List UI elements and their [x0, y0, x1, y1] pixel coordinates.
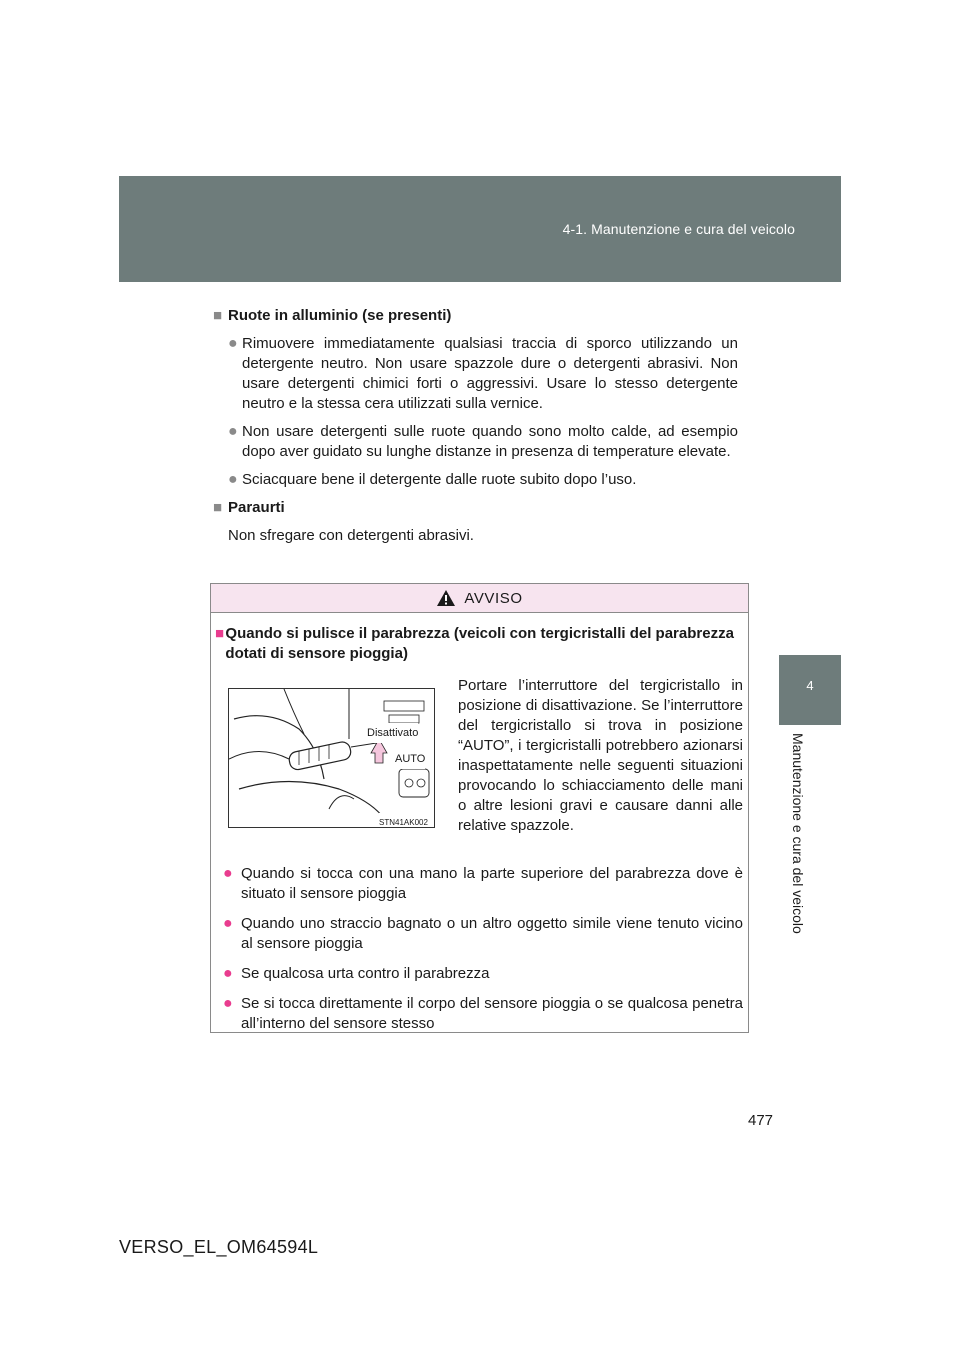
circle-bullet-icon: ● [223, 965, 233, 982]
warning-label: AVVISO [464, 589, 523, 607]
square-bullet-icon: ■ [215, 625, 225, 642]
warning-title: ■ Quando si pulisce il parabrezza (veicoli con tergicristalli del parabrezza dotati di sensore pioggia) [215, 625, 734, 662]
side-tab-label: Manutenzione e cura del veicolo [790, 733, 806, 934]
bumpers-text: Non sfregare con detergenti abrasivi. [228, 527, 474, 544]
warning-triangle-icon [436, 589, 456, 607]
warning-header [211, 584, 748, 613]
warning-body [215, 624, 743, 1034]
square-bullet-icon: ■ [213, 307, 223, 324]
section-heading-wheels: ■ Ruote in alluminio (se presenti) [213, 307, 452, 324]
list-item: ● Se si tocca direttamente il corpo del sensore pioggia o se qualcosa penetra all’interno del sensore stesso [215, 994, 743, 1034]
list-item: ● Se qualcosa urta contro il parabrezza [215, 964, 743, 984]
page-number: 477 [748, 1112, 774, 1129]
chapter-title: 4-1. Manutenzione e cura del veicolo [562, 221, 795, 237]
list-item: ● Rimuovere immediatamente qualsiasi traccia di sporco utilizzando un detergente neutro. Non usare spazzole dure o detergenti abrasivi. Non usare detergenti chimici forti o aggressivi. Usare lo stesso detergente neutro e la stessa cera utilizzati sulla vernice. [228, 335, 738, 412]
list-item: ● Non usare detergenti sulle ruote quando sono molto calde, ad esempio dopo aver guidato su lunghe distanze in presenza di temperature elevate. [228, 423, 738, 460]
wiper-switch-illustration [228, 688, 435, 828]
circle-bullet-icon: ● [223, 865, 233, 882]
header-band [119, 176, 841, 282]
side-tab-number: 4 [806, 678, 814, 693]
figure-description: Portare l’interruttore del tergicristallo in posizione di disattivazione. Se l’interruttore del tergicristallo si trova in posizione “AUTO”, i tergicristalli potrebbero azionarsi inaspettatamente nelle seguenti situazioni provocando lo schiacciamento delle mani o altre lesioni gravi e causare danni alle relative spazzole. [458, 677, 743, 834]
circle-bullet-icon: ● [223, 995, 233, 1012]
square-bullet-icon: ■ [213, 499, 223, 516]
figure-label-auto: AUTO [395, 749, 425, 769]
figure-row [215, 676, 743, 854]
list-item: ● Quando si tocca con una mano la parte superiore del parabrezza dove è situato il sensore pioggia [215, 864, 743, 904]
side-tab [779, 655, 841, 725]
circle-bullet-icon: ● [228, 423, 238, 440]
section-heading-bumpers: ■ Paraurti [213, 499, 285, 516]
circle-bullet-icon: ● [228, 471, 238, 488]
circle-bullet-icon: ● [223, 915, 233, 932]
document-code: VERSO_EL_OM64594L [119, 1237, 319, 1257]
circle-bullet-icon: ● [228, 335, 238, 352]
main-content [213, 306, 738, 546]
figure-label-off: Disattivato [367, 723, 418, 743]
list-item: ● Quando uno straccio bagnato o un altro oggetto simile viene tenuto vicino al sensore pioggia [215, 914, 743, 954]
warning-box [210, 583, 749, 1033]
figure-code: STN41AK002 [379, 813, 428, 828]
list-item: ● Sciacquare bene il detergente dalle ruote subito dopo l’uso. [228, 471, 637, 488]
